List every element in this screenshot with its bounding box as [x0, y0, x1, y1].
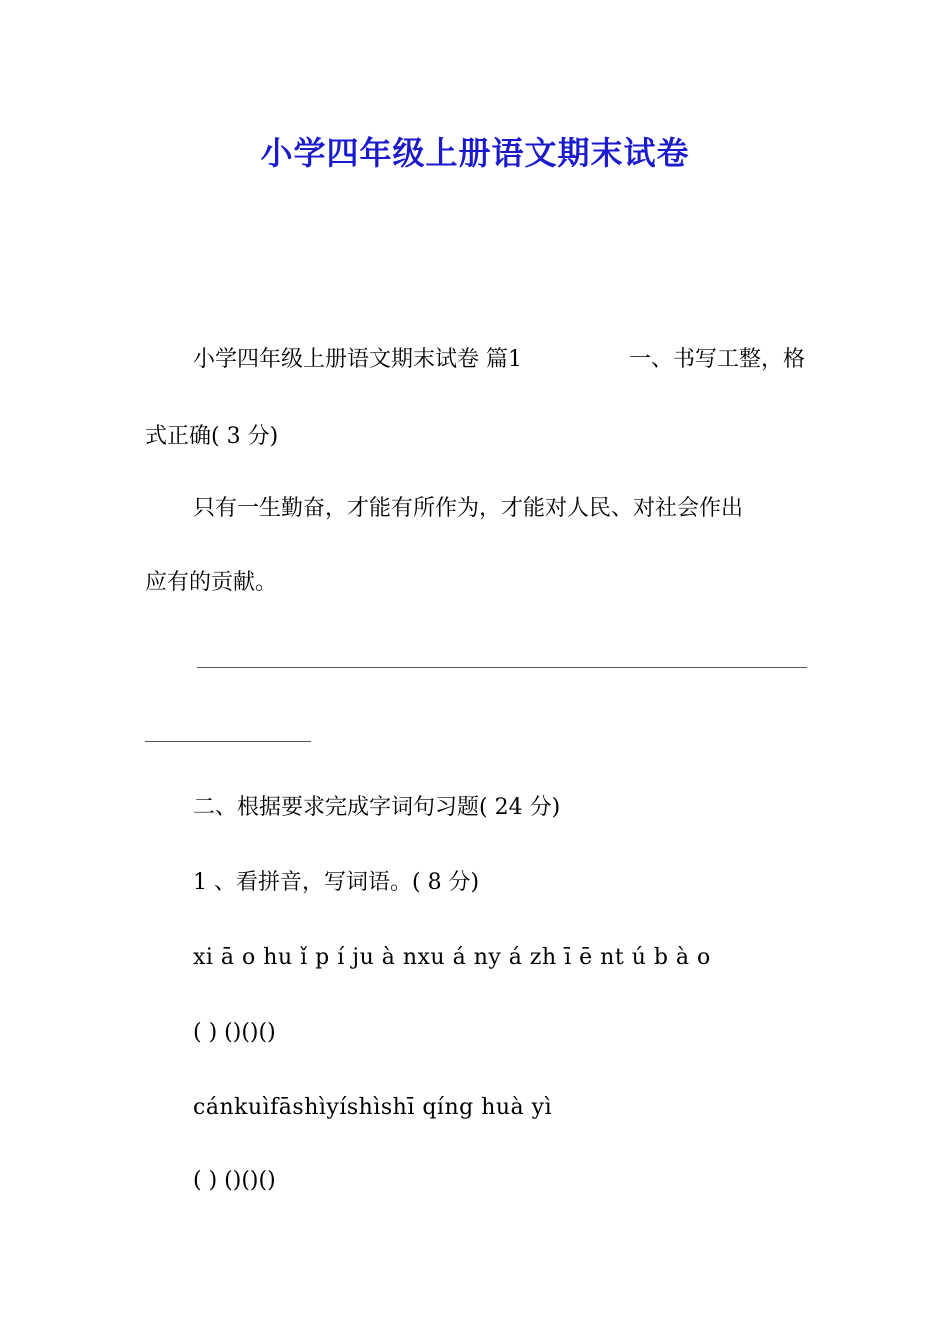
section-1-heading-end: 式正确( 3 分) [145, 424, 279, 449]
answer-blanks-row-2: ( ) ()()() [193, 1168, 276, 1193]
pinyin-row-1: xi ā o hu ǐ p í ju à nxu á ny á zh ī ē nt ú b à o [193, 945, 711, 970]
section-1-heading-start: 一、书写工整，格 [628, 347, 805, 372]
passage-line-1: 只有一生勤奋，才能有所作为，才能对人民、对社会作出 [193, 496, 744, 521]
passage-line-2: 应有的贡献。 [145, 570, 278, 595]
pinyin-row-2: cánkuìfāshìyíshìshī qíng huà yì [193, 1095, 553, 1120]
question-1-prompt: 1 、看拼音，写词语。( 8 分) [193, 870, 480, 895]
writing-line-2 [145, 741, 311, 742]
section-1-subtitle: 小学四年级上册语文期末试卷 篇1 [193, 347, 522, 372]
section-1-heading-line [193, 345, 805, 375]
answer-blanks-row-1: ( ) ()()() [193, 1020, 276, 1045]
writing-line-1 [197, 667, 807, 668]
document-title: 小学四年级上册语文期末试卷 [260, 134, 690, 172]
section-2-heading: 二、根据要求完成字词句习题( 24 分) [193, 795, 561, 820]
